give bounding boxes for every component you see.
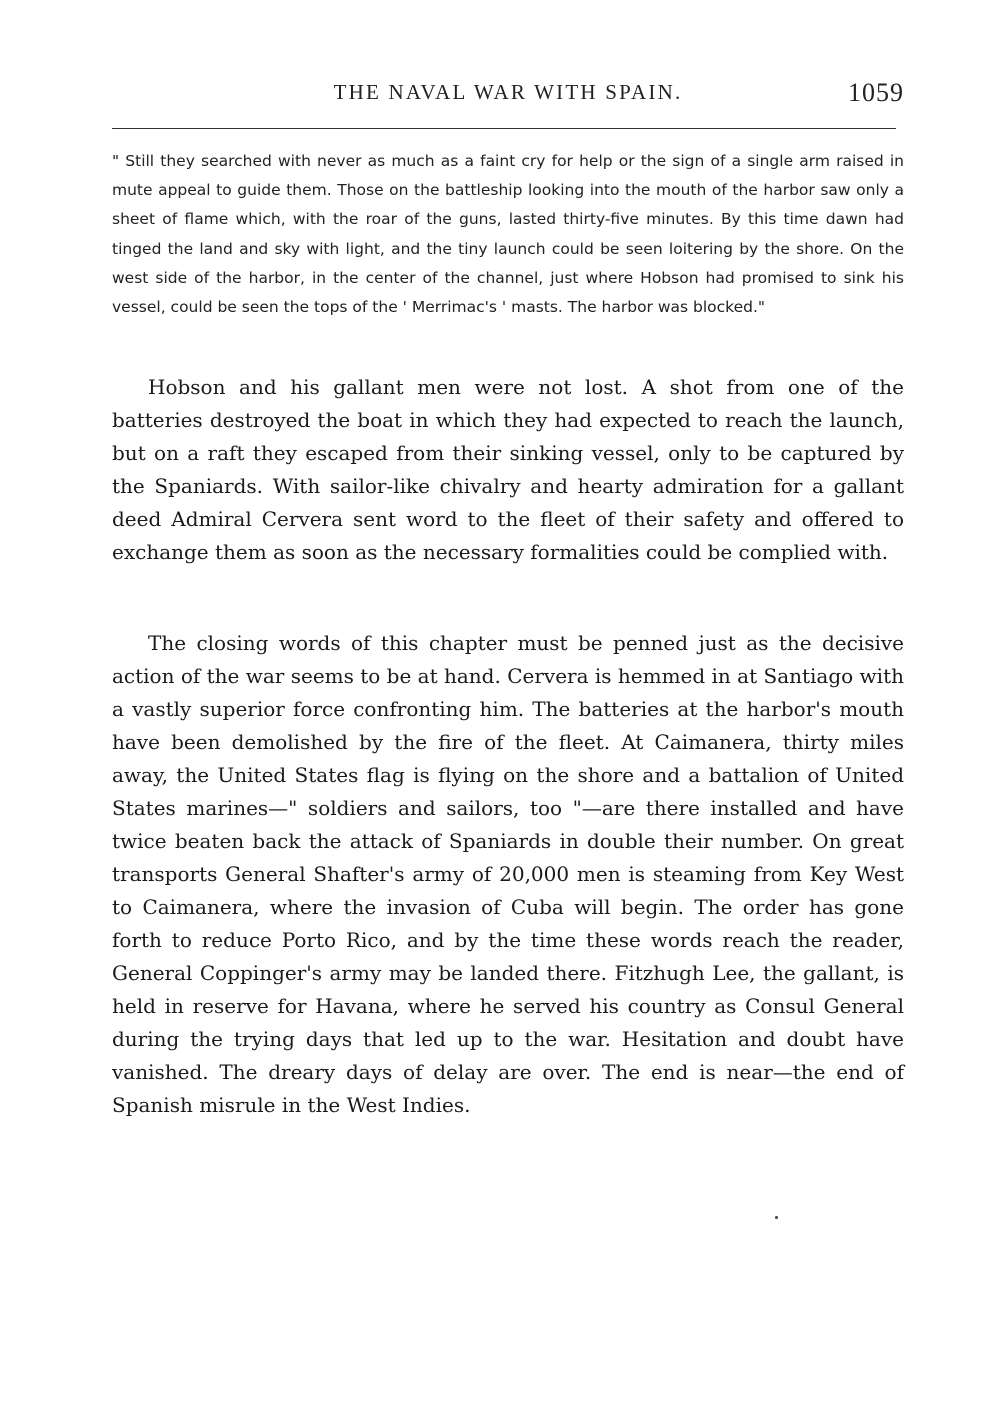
paragraph-2 [112, 627, 904, 1122]
paragraph-2-text: The closing words of this chapter must be penned just as the decisive action of the war seems to be at hand. Cervera is hemmed in at Santiago with a vastly superior force confronting him. The batteries at the harbor's mouth have been demolished by the fire of the fleet. At Caimanera, thirty miles away, the United States flag is flying on the shore and a battalion of United States marines—" soldiers and sailors, too "—are there installed and have twice beaten back the attack of Spaniards in double their number. On great transports General Shafter's army of 20,000 men is steaming from Key West to Caimanera, where the invasion of Cuba will begin. The order has gone forth to reduce Porto Rico, and by the time these words reach the reader, General Coppinger's army may be landed there. Fitzhugh Lee, the gallant, is held in reserve for Havana, where he served his country as Consul General during the trying days that led up to the war. Hesitation and doubt have vanished. The dreary days of delay are over. The end is near—the end of Spanish misrule in the West Indies. [112, 631, 904, 1117]
paragraph-1-text: Hobson and his gallant men were not lost. A shot from one of the batteries destroyed the boat in which they had expected to reach the launch, but on a raft they escaped from their sinking vessel, only to be captured by the Spaniards. With sailor-like chivalry and hearty admiration for a gallant deed Admiral Cervera sent word to the fleet of their safety and offered to exchange them as soon as the necessary formalities could be complied with. [112, 375, 904, 564]
block-quote: " Still they searched with never as much as a faint cry for help or the sign of a single arm raised in mute appeal to guide them. Those on the battleship looking into the mouth of the harbor saw only a sheet of flame which, with the roar of the guns, lasted thirty-five minutes. By this time dawn had tinged the land and sky with light, and the tiny launch could be seen loitering by the shore. On the west side of the harbor, in the center of the channel, just where Hobson had promised to sink his vessel, could be seen the tops of the ' Merrimac's ' masts. The harbor was blocked." [112, 152, 904, 317]
running-head [112, 78, 904, 114]
running-title: THE NAVAL WAR WITH SPAIN. [333, 80, 683, 104]
paragraph-1 [112, 371, 904, 569]
ink-speck [775, 1216, 778, 1219]
header-rule [112, 128, 896, 129]
page-number: 1059 [848, 78, 904, 107]
